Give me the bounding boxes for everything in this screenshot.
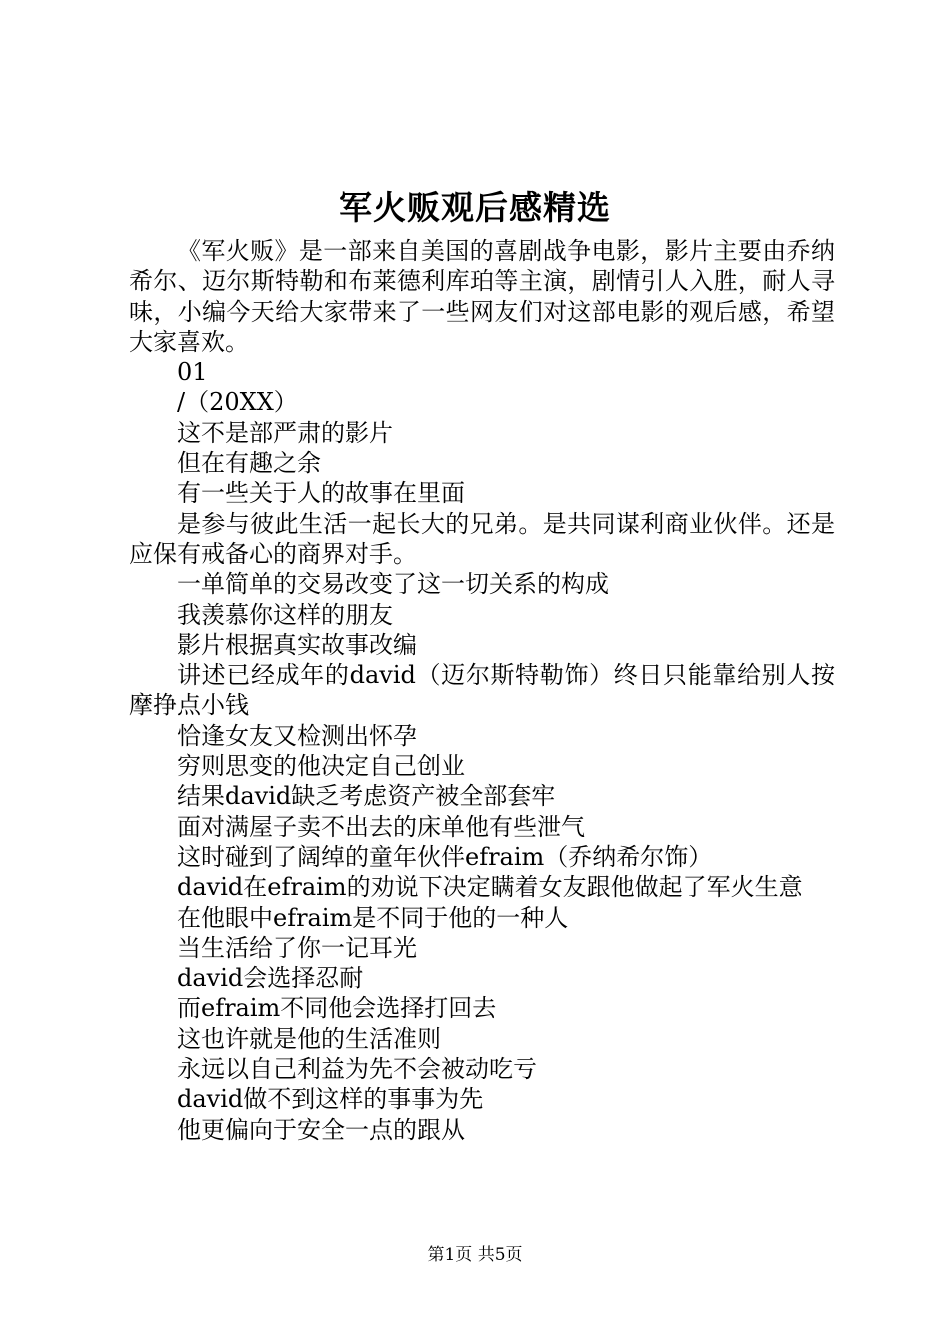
paragraph: 面对满屋子卖不出去的床单他有些泄气: [177, 812, 585, 841]
paragraph: david会选择忍耐: [177, 964, 364, 993]
paragraph: 01: [177, 358, 208, 387]
paragraph: 永远以自己利益为先不会被动吃亏: [177, 1055, 537, 1084]
paragraph: 在他眼中efraim是不同于他的一种人: [177, 903, 569, 932]
paragraph: 穷则思变的他决定自己创业: [177, 752, 465, 781]
paragraph: 但在有趣之余: [177, 449, 321, 478]
paragraph: 当生活给了你一记耳光: [177, 933, 417, 962]
paragraph: 有一些关于人的故事在里面: [177, 479, 465, 508]
paragraph: 这时碰到了阔绰的童年伙伴efraim（乔纳希尔饰）: [177, 842, 713, 871]
paragraph: 这不是部严肃的影片: [177, 418, 393, 447]
paragraph: david在efraim的劝说下决定瞒着女友跟他做起了军火生意: [177, 873, 803, 902]
paragraph: 他更偏向于安全一点的跟从: [177, 1115, 465, 1144]
paragraph: 影片根据真实故事改编: [177, 630, 417, 659]
paragraph: 而efraim不同他会选择打回去: [177, 994, 497, 1023]
paragraph: 这也许就是他的生活准则: [177, 1024, 441, 1053]
paragraph: 恰逢女友又检测出怀孕: [177, 721, 417, 750]
document-title: 军火贩观后感精选: [339, 188, 611, 227]
paragraph: 是参与彼此生活一起长大的兄弟。是共同谋利商业伙伴。还是应保有戒备心的商界对手。: [129, 509, 835, 568]
paragraph: 讲述已经成年的david（迈尔斯特勒饰）终日只能靠给别人按摩挣点小钱: [129, 661, 835, 720]
paragraph: 结果david缺乏考虑资产被全部套牢: [177, 782, 556, 811]
paragraph: /（20XX）: [177, 388, 298, 417]
paragraph: 一单简单的交易改变了这一切关系的构成: [177, 570, 609, 599]
paragraph: 《军火贩》是一部来自美国的喜剧战争电影，影片主要由乔纳希尔、迈尔斯特勒和布莱德利库珀等主演，剧情引人入胜，耐人寻味，小编今天给大家带来了一些网友们对这部电影的观后感，希望大家喜欢。: [129, 237, 835, 356]
page-footer: 第1页 共5页: [427, 1245, 523, 1265]
paragraph: david做不到这样的事事为先: [177, 1085, 484, 1114]
document-body: [129, 236, 835, 1145]
paragraph: 我羡慕你这样的朋友: [177, 600, 393, 629]
